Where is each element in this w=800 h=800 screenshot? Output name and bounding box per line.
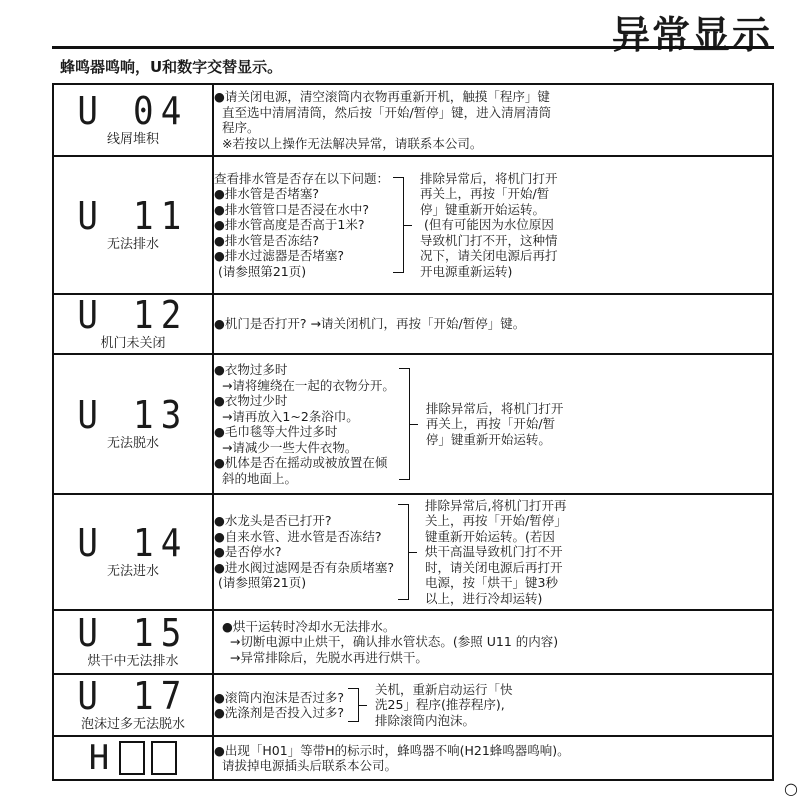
table-row — [53, 736, 773, 780]
desc-line: 开电源重新运转) — [420, 263, 513, 279]
error-description — [213, 294, 773, 354]
page-title: 异常显示 — [611, 13, 772, 57]
table-row — [53, 674, 773, 736]
desc-line: ●滚筒内泡沫是否过多? — [214, 689, 345, 705]
desc-line: 停」键重新开始运转。 — [420, 201, 546, 217]
code-cell — [53, 736, 213, 780]
error-code-label: 烘干中无法排水 — [87, 654, 179, 669]
desc-line: ●毛巾毯等大件过多时 — [214, 424, 338, 439]
error-code-display: U 04 — [77, 89, 189, 133]
desc-line: 电源，按「烘干」键3秒 — [425, 575, 559, 591]
error-description — [213, 156, 773, 294]
desc-line: ●自来水管、进水管是否冻结? — [214, 528, 382, 544]
table-row — [53, 610, 773, 674]
desc-line: ●衣物过多时 — [214, 362, 288, 377]
code-cell — [53, 674, 213, 736]
code-cell — [53, 84, 213, 156]
error-code-display: U 14 — [77, 521, 189, 565]
desc-line: 斜的地面上。 — [214, 470, 297, 486]
desc-line: ●请关闭电源，清空滚筒内衣物再重新开机，触摸「程序」键 — [214, 89, 550, 104]
desc-line: 排除异常后,将机门打开再 — [425, 497, 567, 513]
desc-line: 排除异常后，将机门打开 — [425, 400, 564, 416]
bracket-connector — [398, 504, 409, 601]
desc-line: ●衣物过少时 — [214, 393, 288, 408]
desc-line: 停」键重新开始运转。 — [425, 431, 551, 447]
desc-line: ●是否停水? — [214, 544, 282, 560]
check-list — [214, 513, 394, 591]
table-row — [53, 84, 773, 156]
desc-line: 况下，请关闭电源后再打 — [420, 248, 558, 264]
desc-line: →请减少一些大件衣物。 — [214, 439, 358, 455]
error-code-display: U 11 — [77, 194, 189, 238]
title-rule — [52, 46, 774, 49]
desc-line: ●排水管管口是否浸在水中? — [214, 201, 370, 217]
desc-line: 键重新开始运转。(若因 — [425, 528, 555, 544]
check-list — [214, 171, 389, 280]
desc-line: ●出现「H01」等带H的标示时，蜂鸣器不响(H21蜂鸣器鸣响)。 — [214, 742, 570, 758]
table-row — [53, 354, 773, 494]
desc-line: 直至选中清屑清筒，然后按「开始/暂停」键，进入清屑清筒 — [214, 104, 552, 120]
error-description — [213, 674, 773, 736]
remedy-text — [415, 498, 772, 607]
desc-line: 排除异常后，将机门打开 — [420, 170, 558, 186]
desc-line: 洗25」程序(推荐程序), — [375, 697, 505, 713]
check-list — [214, 362, 395, 486]
error-description — [213, 610, 773, 674]
desc-line: 排除滚筒内泡沫。 — [375, 712, 476, 728]
error-description — [213, 84, 773, 156]
remedy-text — [410, 171, 772, 280]
error-code-display: U 17 — [77, 674, 189, 718]
bracket-connector — [348, 688, 359, 723]
desc-line: 关上，再按「开始/暂停」 — [425, 513, 567, 529]
page-corner-mark: ○ — [784, 779, 798, 798]
error-code-label: 无法排水 — [106, 237, 159, 252]
error-description — [213, 354, 773, 494]
desc-line: 再关上，再按「开始/暂 — [420, 186, 550, 202]
error-code-label: 无法脱水 — [106, 436, 159, 451]
code-cell — [53, 494, 213, 610]
desc-line: (请参照第21页) — [214, 263, 307, 279]
desc-line: 关机，重新启动运行「快 — [375, 681, 513, 697]
error-description — [213, 494, 773, 610]
code-cell — [53, 610, 213, 674]
error-code-label: 机门未关闭 — [100, 336, 166, 351]
bracket-connector — [393, 177, 404, 274]
error-code-display: U 15 — [77, 611, 189, 655]
desc-line: →异常排除后，先脱水再进行烘干。 — [214, 649, 428, 665]
desc-line: ●排水管高度是否高于1米? — [214, 217, 365, 233]
desc-line: ●洗涤剂是否投入过多? — [214, 705, 345, 720]
desc-line: ●机门是否打开? →请关闭机门，再按「开始/暂停」键。 — [214, 316, 526, 332]
desc-line: ●进水阀过滤网是否有杂质堵塞? — [214, 559, 395, 575]
code-cell — [53, 354, 213, 494]
error-table — [52, 83, 774, 781]
desc-line: 时，请关闭电源后再打开 — [425, 559, 563, 575]
code-cell — [53, 294, 213, 354]
desc-line: →请将缠绕在一起的衣物分开。 — [214, 377, 395, 393]
desc-line: 查看排水管是否存在以下问题： — [214, 170, 390, 186]
desc-line: 再关上，再按「开始/暂 — [425, 416, 556, 432]
table-row — [53, 156, 773, 294]
desc-line: ●烘干运转时冷却水无法排水。 — [214, 618, 396, 634]
desc-line: →请再放入1~2条浴巾。 — [214, 408, 359, 424]
desc-line: ●排水过滤器是否堵塞? — [214, 248, 345, 264]
desc-line: 程序。 — [214, 120, 260, 135]
desc-line: 导致机门打不开，这种情 — [420, 232, 558, 248]
h-letter: H — [88, 738, 110, 778]
desc-line: (请参照第21页) — [214, 575, 307, 591]
desc-line: →切断电源中止烘干，确认排水管状态。(参照 U11 的内容) — [214, 634, 559, 650]
error-code-display: U 13 — [77, 393, 189, 437]
error-code-label: 泡沫过多无法脱水 — [80, 717, 185, 732]
h-code-display — [89, 739, 177, 777]
desc-line: ●排水管是否堵塞? — [214, 186, 320, 202]
error-code-display: U 12 — [77, 293, 189, 337]
remedy-text — [416, 401, 772, 448]
digit-box — [119, 741, 145, 775]
desc-line: ●水龙头是否已打开? — [214, 513, 332, 529]
desc-line: ●排水管是否冻结? — [214, 232, 320, 248]
error-description — [213, 736, 773, 780]
table-row — [53, 494, 773, 610]
desc-line: 烘干高温导致机门打不开 — [425, 544, 563, 560]
desc-line: 请拔掉电源插头后联系本公司。 — [214, 758, 397, 773]
table-row — [53, 294, 773, 354]
digit-box — [151, 741, 177, 775]
desc-line: ●机体是否在摇动或被放置在倾 — [214, 455, 388, 470]
desc-line: (但有可能因为水位原因 — [420, 217, 554, 233]
section-subtitle: 蜂鸣器鸣响，U和数字交替显示。 — [60, 58, 283, 76]
error-code-label: 线屑堆积 — [106, 132, 159, 147]
code-cell — [53, 156, 213, 294]
check-list — [214, 690, 344, 721]
desc-line: ※若按以上操作无法解决异常，请联系本公司。 — [214, 135, 483, 151]
remedy-text — [365, 682, 772, 729]
bracket-connector — [399, 368, 410, 480]
error-code-label: 无法进水 — [106, 564, 159, 579]
desc-line: 以上，进行冷却运转) — [425, 590, 543, 606]
